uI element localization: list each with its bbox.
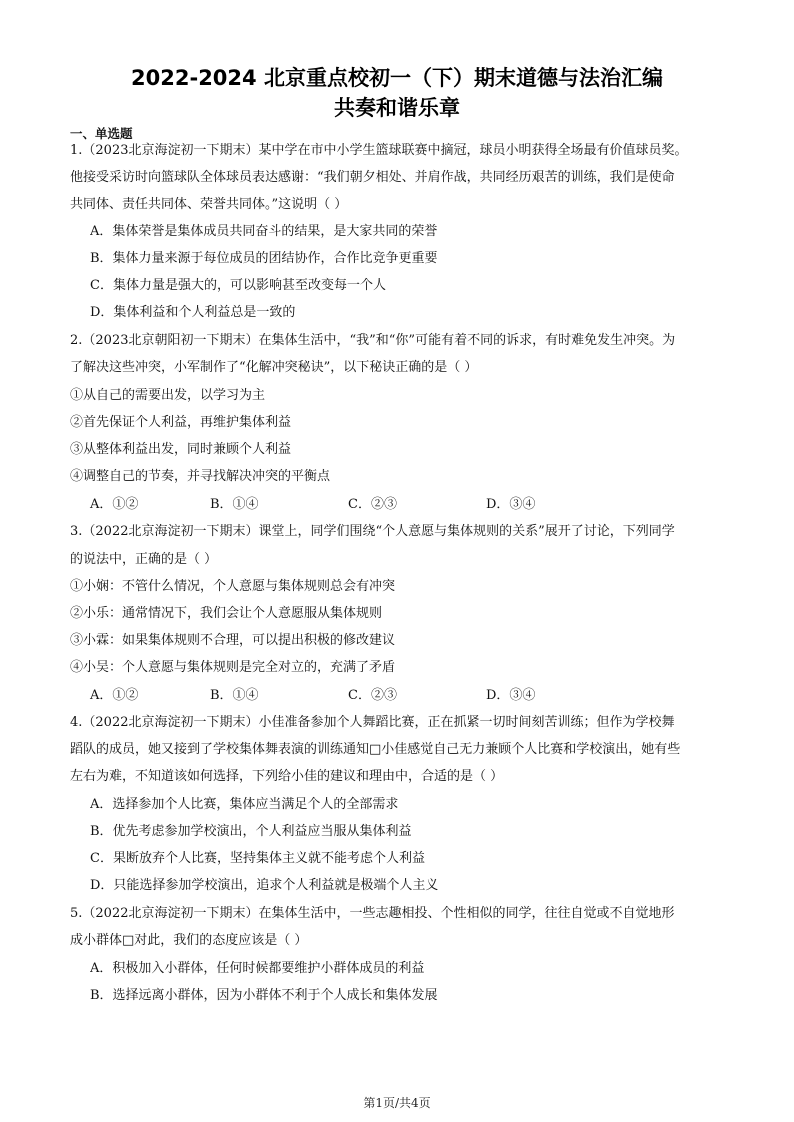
question-3-choice-c: C．②③ — [348, 688, 397, 703]
document-subtitle: 共奏和谐乐章 — [334, 96, 460, 120]
question-2-choice-b: B．①④ — [210, 497, 259, 512]
question-1-option-d: D．集体利益和个人利益总是一致的 — [90, 305, 296, 320]
question-1-option-c: C．集体力量是强大的，可以影响甚至改变每一个人 — [90, 278, 386, 293]
question-3-statement-3: ③小霖：如果集体规则不合理，可以提出积极的修改建议 — [70, 633, 396, 648]
question-4-option-b: B．优先考虑参加学校演出，个人利益应当服从集体利益 — [90, 824, 412, 839]
question-1-option-b: B．集体力量来源于每位成员的团结协作，合作比竞争更重要 — [90, 251, 438, 266]
question-1-line-3: 共同体、责任共同体、荣誉共同体。”这说明（ ） — [70, 197, 348, 212]
question-2-statement-2: ②首先保证个人利益，再维护集体利益 — [70, 415, 292, 430]
question-5-line-1: 5.（2022北京海淀初一下期末）在集体生活中，一些志趣相投、个性相似的同学，往往自觉或不自觉地形 — [70, 906, 675, 921]
question-5-option-b: B．选择远离小群体，因为小群体不利于个人成长和集体发展 — [90, 988, 438, 1003]
question-2-line-1: 2.（2023北京朝阳初一下期末）在集体生活中，“我”和“你”可能有着不同的诉求，有时难免发生冲突。为 — [70, 333, 676, 348]
question-4-option-c: C．果断放弃个人比赛，坚持集体主义就不能考虑个人利益 — [90, 851, 425, 866]
question-3-line-1: 3.（2022北京海淀初一下期末）课堂上，同学们围绕“个人意愿与集体规则的关系”展开了讨论，下列同学 — [70, 524, 675, 539]
question-4-option-d: D．只能选择参加学校演出，追求个人利益就是极端个人主义 — [90, 878, 439, 893]
section-heading: 一、单选题 — [70, 126, 133, 141]
question-2-choice-a: A．①② — [90, 497, 139, 512]
document-title: 2022-2024 北京重点校初一（下）期末道德与法治汇编 — [131, 66, 663, 90]
question-3-choice-b: B．①④ — [210, 688, 259, 703]
question-4-line-1: 4.（2022北京海淀初一下期末）小佳准备参加个人舞蹈比赛，正在抓紧一切时间刻苦训练；但作为学校舞 — [70, 715, 675, 730]
question-4-line-3: 左右为难，不知道该如何选择，下列给小佳的建议和理由中，合适的是（ ） — [70, 769, 504, 784]
question-2-statement-1: ①从自己的需要出发，以学习为主 — [70, 388, 266, 403]
question-1-line-2: 他接受采访时向篮球队全体球员表达感谢：“我们朝夕相处、并肩作战，共同经历艰苦的训练，我们是使命 — [70, 170, 675, 185]
question-3-choice-a: A．①② — [90, 688, 139, 703]
question-2-line-2: 了解决这些冲突，小军制作了“化解冲突秘诀”，以下秘诀正确的是（ ） — [70, 360, 478, 375]
question-3-choice-d: D．③④ — [486, 688, 536, 703]
question-2-statement-4: ④调整自己的节奏，并寻找解决冲突的平衡点 — [70, 469, 331, 484]
question-3-statement-2: ②小乐：通常情况下，我们会让个人意愿服从集体规则 — [70, 606, 383, 621]
question-3-statement-4: ④小吴：个人意愿与集体规则是完全对立的，充满了矛盾 — [70, 660, 396, 675]
question-3-statement-1: ①小娴：不管什么情况，个人意愿与集体规则总会有冲突 — [70, 579, 396, 594]
question-1-line-1: 1.（2023北京海淀初一下期末）某中学在市中小学生篮球联赛中摘冠，球员小明获得全场最有价值球员奖。 — [70, 143, 688, 158]
question-4-line-2: 蹈队的成员，她又接到了学校集体舞表演的训练通知□小佳感觉自己无力兼顾个人比赛和学校演出，她有些 — [70, 742, 681, 757]
question-3-line-2: 的说法中，正确的是（ ） — [70, 552, 218, 567]
question-1-option-a: A．集体荣誉是集体成员共同奋斗的结果，是大家共同的荣誉 — [90, 224, 438, 239]
question-2-statement-3: ③从整体利益出发，同时兼顾个人利益 — [70, 442, 292, 457]
question-5-option-a: A．积极加入小群体，任何时候都要维护小群体成员的利益 — [90, 961, 425, 976]
question-5-line-2: 成小群体□对此，我们的态度应该是（ ） — [70, 933, 308, 948]
question-2-choice-d: D．③④ — [486, 497, 536, 512]
question-2-choice-c: C．②③ — [348, 497, 397, 512]
question-4-option-a: A．选择参加个人比赛，集体应当满足个人的全部需求 — [90, 797, 399, 812]
page-number: 第1页/共4页 — [363, 1096, 431, 1110]
